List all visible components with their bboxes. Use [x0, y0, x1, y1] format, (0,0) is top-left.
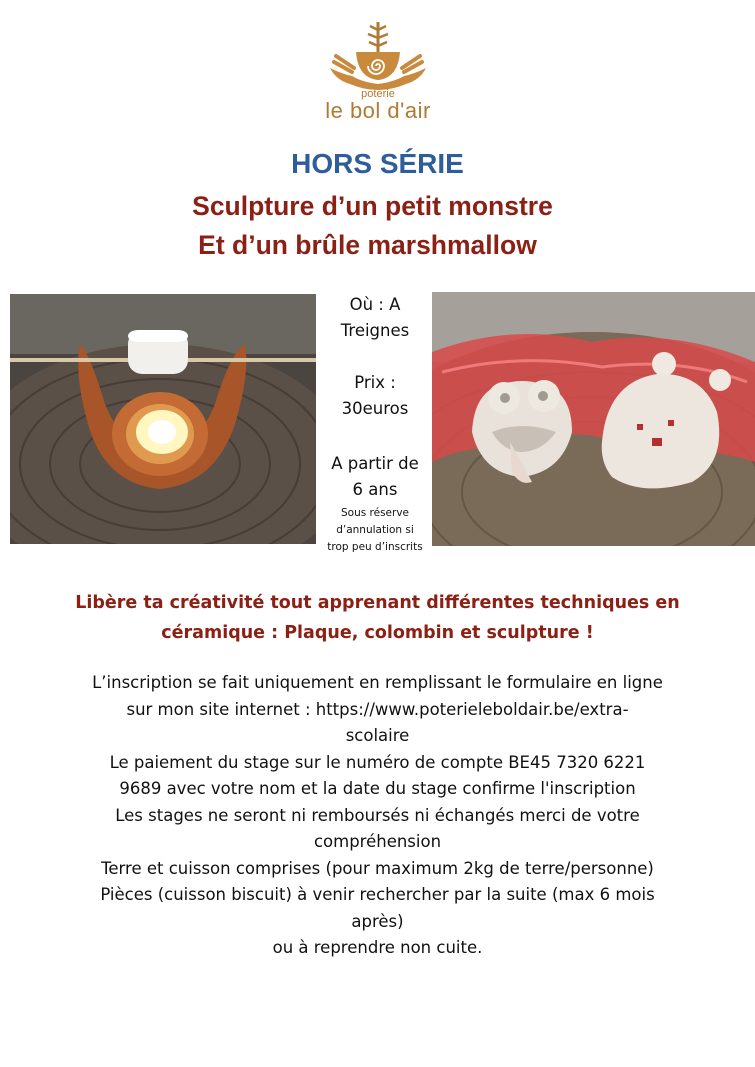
body-line: ou à reprendre non cuite.	[272, 938, 483, 957]
photo-marshmallow-burner	[10, 294, 316, 544]
note-line-1: Sous réserve	[340, 507, 410, 519]
title-line-3: Et d’un brûle marshmallow	[198, 230, 537, 260]
body-line: Pièces (cuisson biscuit) à venir rechercher par la suite (max 6 mois	[100, 885, 655, 904]
body-line: 9689 avec votre nom et la date du stage confirme l'inscription	[119, 779, 636, 798]
lead-paragraph	[40, 588, 715, 648]
info-place-value: Treignes	[340, 321, 410, 340]
info-cancellation-note	[316, 505, 434, 556]
info-price-value: 30euros	[341, 399, 409, 418]
body-line: scolaire	[345, 726, 410, 745]
info-price-label: Prix :	[354, 373, 396, 392]
lead-line-1: Libère ta créativité tout apprenant différentes techniques en	[75, 593, 680, 613]
info-age-label: A partir de	[331, 454, 419, 473]
info-place-label: Où : A	[349, 295, 401, 314]
note-line-3: trop peu d’inscrits	[327, 541, 423, 553]
body-line: sur mon site internet : https://www.poterieleboldair.be/extra-	[126, 699, 629, 719]
body-line: Le paiement du stage sur le numéro de compte BE45 7320 6221	[109, 752, 646, 772]
body-line: Terre et cuisson comprises (pour maximum 2kg de terre/personne)	[101, 858, 654, 878]
body-line: compréhension	[313, 832, 442, 851]
poterie-logo	[322, 18, 434, 133]
logo-small-text: poterie	[361, 88, 395, 100]
body-line: L’inscription se fait uniquement en remplissant le formulaire en ligne	[92, 673, 663, 692]
title-hors-serie: HORS SÉRIE	[291, 148, 464, 179]
lead-line-2: céramique : Plaque, colombin et sculpture !	[161, 623, 594, 643]
info-age-value: 6 ans	[352, 480, 398, 499]
body-line: après)	[351, 911, 404, 931]
logo-brand-text: le bol d'air	[325, 98, 431, 123]
body-line: Les stages ne seront ni remboursés ni échangés merci de votre	[115, 805, 640, 825]
note-line-2: d’annulation si	[336, 524, 414, 536]
registration-details	[60, 670, 695, 962]
title-line-2: Sculpture d’un petit monstre	[192, 191, 553, 221]
photo-little-monsters	[432, 292, 755, 546]
